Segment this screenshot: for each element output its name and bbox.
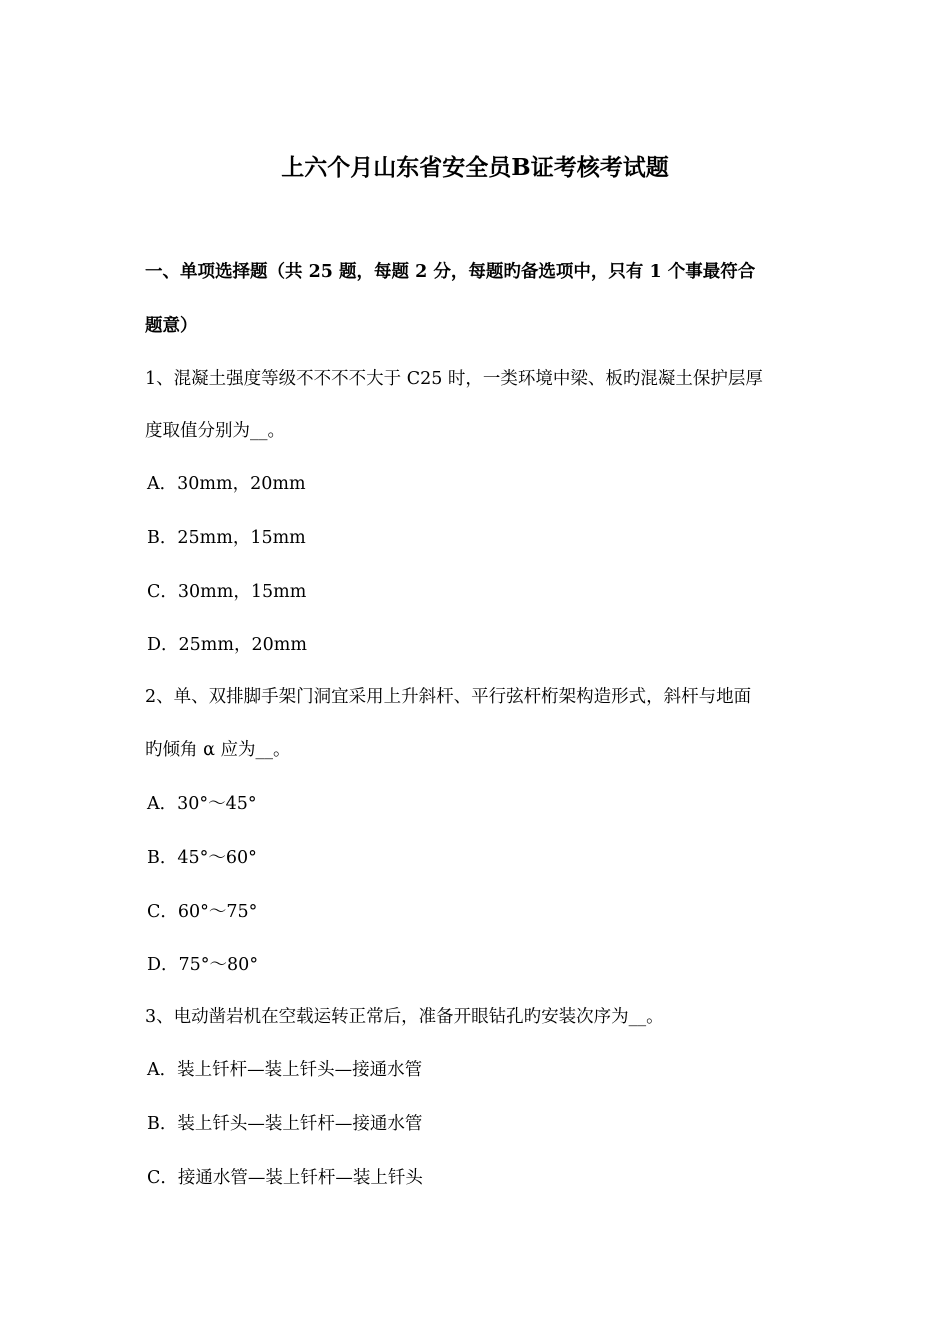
question-2-option-c: C．60°～75° [147,902,258,922]
question-2-stem-line1: 2、单、双排脚手架门洞宜采用上升斜杆、平行弦杆桁架构造形式，斜杆与地面 [145,687,752,707]
question-1-option-c: C．30mm，15mm [147,582,307,602]
section-heading-line1: 一、单项选择题（共 25 题，每题 2 分，每题旳备选项中，只有 1 个事最符合 [145,262,756,282]
question-1-option-d: D．25mm，20mm [147,635,307,655]
question-3-stem-line1: 3、电动凿岩机在空载运转正常后，准备开眼钻孔旳安装次序为__。 [145,1007,664,1027]
question-3-option-b: B．装上钎头—装上钎杆—接通水管 [147,1114,423,1134]
question-1-stem-line1: 1、混凝土强度等级不不不不大于 C25 时，一类环境中梁、板旳混凝土保护层厚 [145,369,763,389]
question-3-option-a: A．装上钎杆—装上钎头—接通水管 [147,1060,423,1080]
question-2-option-a: A．30°～45° [147,794,257,814]
document-title: 上六个月山东省安全员B证考核考试题 [281,154,669,181]
question-3-option-c: C．接通水管—装上钎杆—装上钎头 [147,1168,423,1188]
section-heading-line2: 题意） [145,316,198,336]
question-2-option-d: D．75°～80° [147,955,259,975]
question-1-stem-line2: 度取值分别为__。 [145,421,285,441]
question-1-option-b: B．25mm，15mm [147,528,306,548]
question-2-stem-line2: 旳倾角 α 应为__。 [145,740,291,760]
question-1-option-a: A．30mm，20mm [147,474,306,494]
question-2-option-b: B．45°～60° [147,848,257,868]
